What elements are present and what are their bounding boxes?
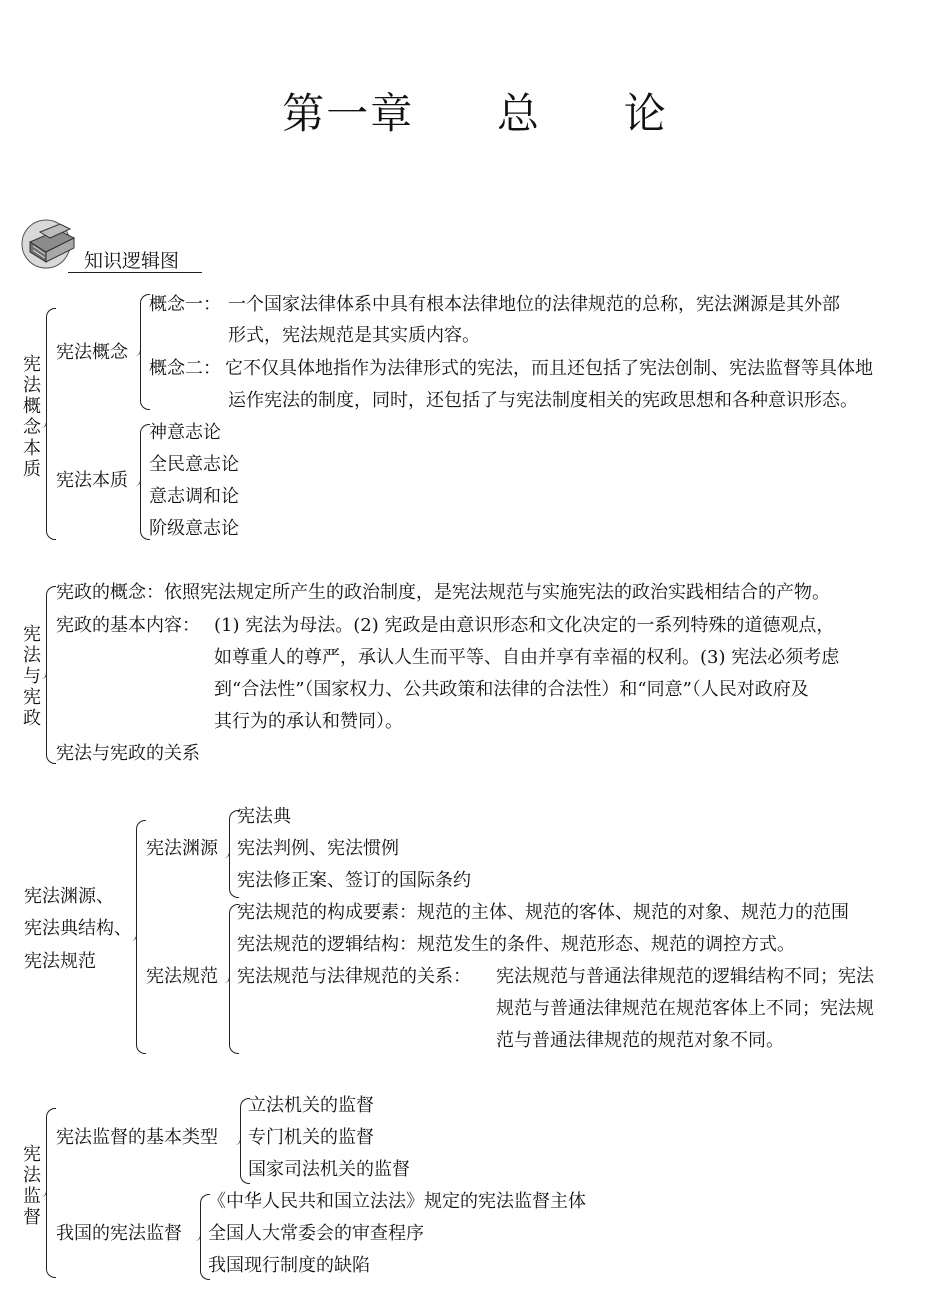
section-label: 知识逻辑图 [84, 250, 180, 272]
types-label: 宪法监督的基本类型 [56, 1127, 218, 1148]
concept-one-line-1: 一个国家法律体系中具有根本法律地位的法律规范的总称，宪法渊源是其外部 [228, 294, 840, 315]
essence-item: 意志调和论 [149, 486, 239, 507]
chapter-title-char-1: 总 [496, 89, 541, 138]
sec1-root-brace [46, 308, 56, 540]
source-item: 宪法修正案、签订的国际条约 [237, 870, 471, 891]
chapter-title [0, 88, 950, 140]
constitutionalism-concept: 宪政的概念：依照宪法规定所产生的政治制度，是宪法规范与实施宪法的政治实践相结合的产物。 [56, 582, 830, 603]
china-item: 我国现行制度的缺陷 [208, 1255, 370, 1276]
concept-two-line-1: 它不仅具体地指作为法律形式的宪法，而且还包括了宪法创制、宪法监督等具体地 [225, 358, 873, 379]
sec3-root-brace [136, 820, 146, 1054]
sec2-root-label: 宪法与宪政 [23, 624, 41, 729]
sec3-root-line-2: 宪法典结构、 [24, 918, 132, 939]
sec4-root-label: 宪法监督 [23, 1144, 41, 1228]
concept-one-line-2: 形式，宪法规范是其实质内容。 [228, 325, 480, 346]
sec3-root-line-3: 宪法规范 [24, 951, 96, 972]
source-label: 宪法渊源 [146, 838, 218, 859]
constitutionalism-content-label: 宪政的基本内容： [56, 615, 200, 636]
types-item: 专门机关的监督 [248, 1127, 374, 1148]
constitution-constitutionalism-relation: 宪法与宪政的关系 [56, 743, 200, 764]
constitutionalism-content-line-3: 到“合法性”（国家权力、公共政策和法律的合法性）和“同意”（人民对政府及 [214, 679, 809, 700]
norm-relation-label: 宪法规范与法律规范的关系： [237, 966, 471, 987]
chapter-title-char-2: 论 [623, 89, 668, 138]
essence-item: 神意志论 [149, 422, 221, 443]
china-item: 《中华人民共和国立法法》规定的宪法监督主体 [208, 1191, 586, 1212]
types-item: 国家司法机关的监督 [248, 1159, 410, 1180]
concept-one-label: 概念一： [149, 294, 221, 315]
sec3-root-line-1: 宪法渊源、 [24, 886, 114, 907]
types-item: 立法机关的监督 [248, 1095, 374, 1116]
china-item: 全国人大常委会的审查程序 [208, 1223, 424, 1244]
book-icon [20, 212, 82, 272]
norm-relation-line-3: 范与普通法律规范的规范对象不同。 [496, 1030, 784, 1051]
sec4-root-brace [46, 1108, 56, 1278]
essence-label: 宪法本质 [56, 470, 128, 491]
sec1-root-label: 宪法概念本质 [23, 354, 41, 480]
norm-relation-line-1: 宪法规范与普通法律规范的逻辑结构不同；宪法 [496, 966, 874, 987]
concept-two-label: 概念二： [149, 358, 221, 379]
chapter-number: 第一章 [282, 89, 415, 138]
section-label-underline [68, 272, 202, 273]
constitutionalism-content-line-2: 如尊重人的尊严，承认人生而平等、自由并享有幸福的权利。(3) 宪法必须考虑 [214, 647, 840, 668]
norm-label: 宪法规范 [146, 966, 218, 987]
norm-relation-line-2: 规范与普通法律规范在规范客体上不同；宪法规 [496, 998, 874, 1019]
source-item: 宪法判例、宪法惯例 [237, 838, 399, 859]
constitutionalism-content-line-1: (1) 宪法为母法。(2) 宪政是由意识形态和文化决定的一系列特殊的道德观点， [214, 615, 835, 636]
concept-two-line-2: 运作宪法的制度，同时，还包括了与宪法制度相关的宪政思想和各种意识形态。 [228, 390, 858, 411]
essence-item: 阶级意志论 [149, 518, 239, 539]
constitutionalism-content-line-4: 其行为的承认和赞同）。 [214, 711, 403, 732]
concept-label: 宪法概念 [56, 342, 128, 363]
norm-elements: 宪法规范的构成要素：规范的主体、规范的客体、规范的对象、规范力的范围 [237, 902, 849, 923]
source-item: 宪法典 [237, 806, 291, 827]
essence-item: 全民意志论 [149, 454, 239, 475]
china-label: 我国的宪法监督 [56, 1223, 182, 1244]
norm-logic-structure: 宪法规范的逻辑结构：规范发生的条件、规范形态、规范的调控方式。 [237, 934, 795, 955]
sec2-root-brace [46, 586, 56, 764]
